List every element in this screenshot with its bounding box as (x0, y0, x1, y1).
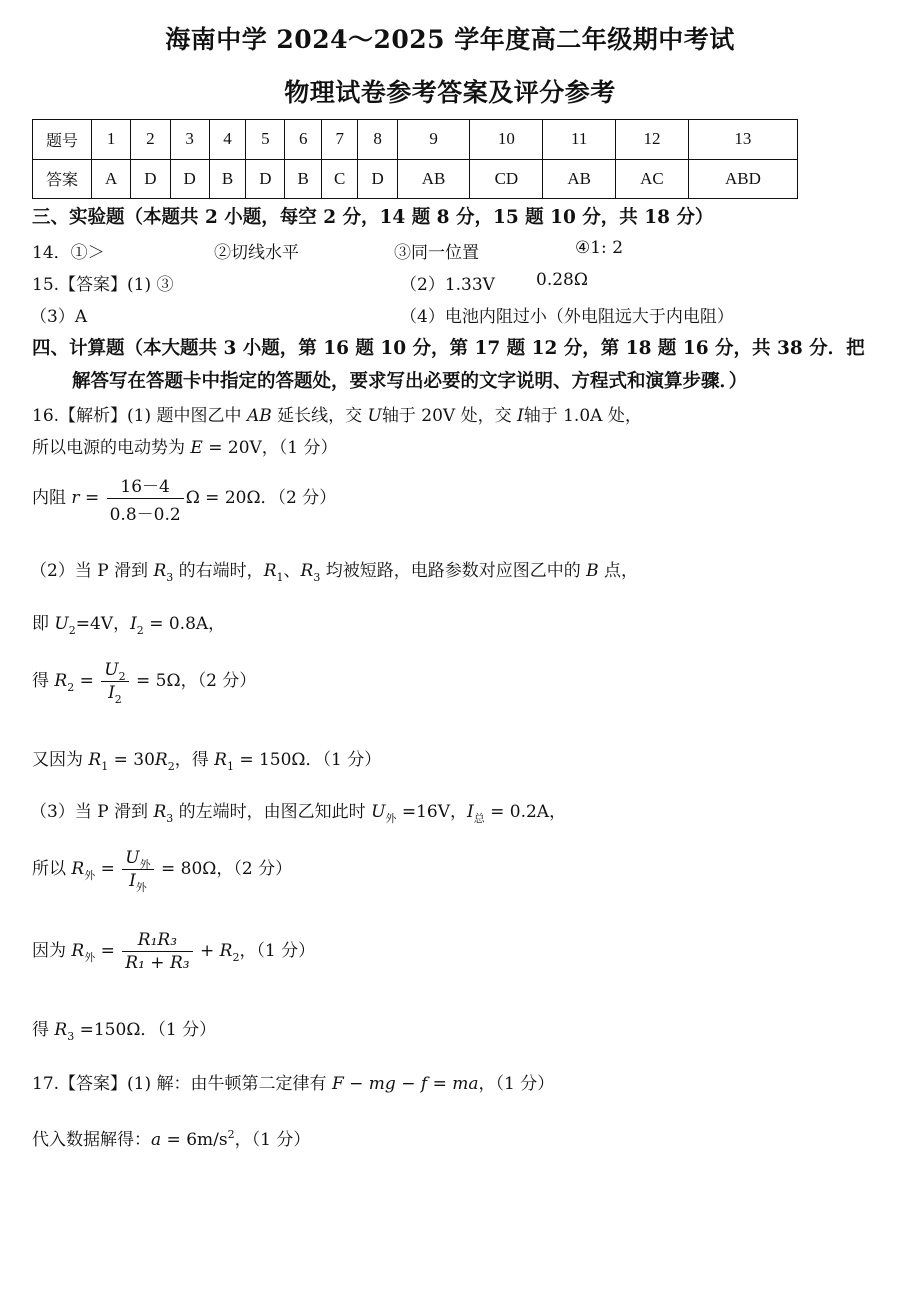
answer-cell: CD (470, 159, 543, 199)
fraction: $\frac{16-4}{0.8-0.2}$ (107, 472, 184, 525)
answer-cell: D (170, 159, 209, 199)
q17-line-2: 代入数据解得：$a = 6m/s^2$，（1 分） (32, 1128, 311, 1150)
q16-line-9: 所以 $R_外$ = $\frac{U_外}{I_外}$ = 80Ω，（2 分） (32, 848, 293, 894)
question-number-row (33, 120, 798, 160)
q16-line-8: （3）当 P 滑到 $R_3$ 的左端时，由图乙知此时 $U_外 =16V$，$I_总 = 0.2A$， (30, 802, 567, 825)
q14-answer-2: ②切线水平 (214, 243, 299, 263)
answer-cell: B (209, 159, 245, 199)
answer-row (33, 159, 798, 199)
answer-cell: D (131, 159, 170, 199)
q15-answer-4: （4）电池内阻过小（外电阻远大于内电阻） (400, 307, 734, 327)
q16-line-7: 又因为 $R_1 = 30R_2$，得 $R_1 = 150\Omega$．（1 分） (32, 750, 382, 773)
question-number: 6 (285, 120, 321, 160)
answer-cell: D (358, 159, 397, 199)
question-number: 12 (616, 120, 689, 160)
fraction: $\frac{U_2}{I_2}$ (101, 660, 128, 703)
q15-answer-2: （2）1.33V (400, 275, 495, 295)
question-number: 4 (209, 120, 245, 160)
answer-cell: A (92, 159, 131, 199)
question-number: 8 (358, 120, 397, 160)
question-number: 13 (688, 120, 797, 160)
q16-line-3: 内阻 r = $\frac{16-4}{0.8-0.2}$ Ω = 20Ω．（2 分） (32, 472, 336, 525)
question-number: 11 (543, 120, 616, 160)
row-label-answer: 答案 (33, 159, 92, 199)
q16-line-4: （2）当 P 滑到 $R_3$ 的右端时，$R_1$、$R_3$ 均被短路，电路参数对应图乙中的 B 点， (30, 561, 639, 584)
q16-line-10: 因为 $R_外$ = $\frac{\text{R₁R₃}}{\text{R₁ + R₃}}$ + $R_2$，（1 分） (32, 930, 316, 973)
question-number: 7 (321, 120, 357, 160)
fraction: $\frac{U_外}{I_外}$ (122, 848, 153, 891)
q16-line-11: 得 $R_3 =150\Omega$．（1 分） (32, 1020, 217, 1043)
page-subtitle: 物理试卷参考答案及评分参考 (284, 78, 616, 107)
fraction: $\frac{\text{R₁R₃}}{\text{R₁ + R₃}}$ (122, 930, 192, 973)
row-label-question: 题号 (33, 120, 92, 160)
answer-table (32, 119, 798, 199)
q15-answer-2b: 0.28Ω (536, 270, 588, 290)
answer-cell: ABD (688, 159, 797, 199)
q14-answer-4: ④1: 2 (575, 238, 624, 258)
section3-heading: 三、实验题（本题共 2 小题，每空 2 分，14 题 8 分，15 题 10 分，共 18 分） (32, 207, 714, 228)
q16-line-6: 得 $R_2$ = $\frac{U_2}{I_2}$ = 5Ω，（2 分） (32, 660, 257, 706)
answer-cell: D (246, 159, 285, 199)
answer-cell: C (321, 159, 357, 199)
q16-line-1: 16.【解析】(1) 题中图乙中 AB 延长线，交 U轴于 20V 处，交 I轴于 1.0A 处， (32, 406, 642, 426)
answer-cell: B (285, 159, 321, 199)
q14-answer-3: ③同一位置 (394, 243, 479, 263)
answer-cell: AB (397, 159, 470, 199)
question-number: 3 (170, 120, 209, 160)
q14-answer-1: 14．①＞ (32, 243, 105, 263)
question-number: 10 (470, 120, 543, 160)
question-number: 2 (131, 120, 170, 160)
question-number: 9 (397, 120, 470, 160)
q16-line-2: 所以电源的电动势为 E = 20V，（1 分） (32, 438, 338, 458)
section4-heading-line2: 解答写在答题卡中指定的答题处，要求写出必要的文字说明、方程式和演算步骤．） (72, 371, 748, 392)
question-number: 5 (246, 120, 285, 160)
q17-line-1: 17.【答案】(1) 解：由牛顿第二定律有 F − mg − f = ma，（1 分） (32, 1074, 555, 1094)
answer-cell: AB (543, 159, 616, 199)
section4-heading-line1: 四、计算题（本大题共 3 小题，第 16 题 10 分，第 17 题 12 分，第 18 题 16 分，共 38 分．把 (32, 338, 865, 359)
question-number: 1 (92, 120, 131, 160)
answer-cell: AC (616, 159, 689, 199)
page-title: 海南中学 2024～2025 学年度高二年级期中考试 (165, 25, 735, 54)
q16-line-5: 即 $U_2=4V$，$I_2 = 0.8A$， (32, 614, 226, 637)
q15-answer-1: 15.【答案】(1) ③ (32, 275, 174, 295)
q15-answer-3: （3）A (30, 307, 88, 327)
